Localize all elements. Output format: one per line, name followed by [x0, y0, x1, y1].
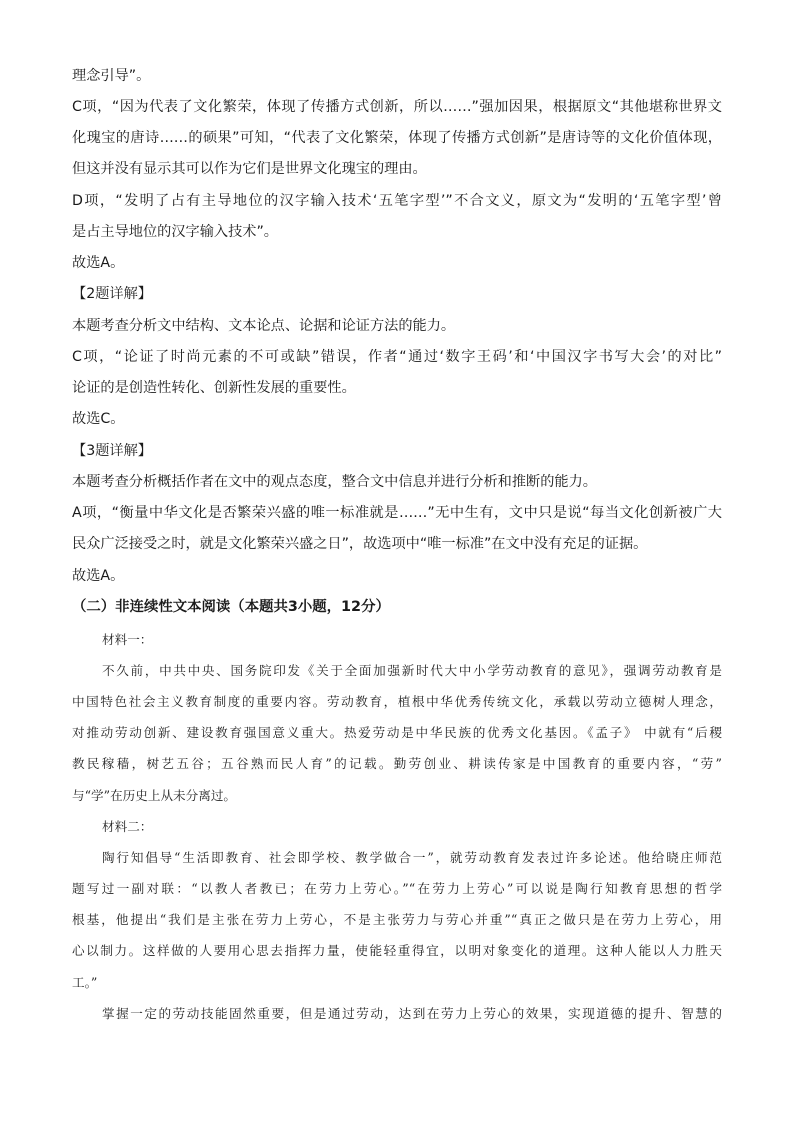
text-line: 本题考查分析文中结构、文本论点、论据和论证方法的能力。: [72, 318, 456, 334]
text-line: 对推动劳动创新、建设教育强国意义重大。热爱劳动是中华民族的优秀文化基因。《孟子》 中就有“后稷: [72, 725, 722, 740]
material-label: 材料一：: [102, 632, 153, 647]
section-heading: 【2题详解】: [72, 286, 152, 302]
text-line: 教民稼穑，树艺五谷；五谷熟而民人育”的记载。勤劳创业、耕读传家是中国教育的重要内容，“劳”: [72, 756, 722, 771]
text-line: 不久前，中共中央、国务院印发《关于全面加强新时代大中小学劳动教育的意见》，强调劳动教育是: [102, 663, 722, 678]
text-line: 中国特色社会主义教育制度的重要内容。劳动教育，植根中华优秀传统文化，承载以劳动立德树人理念，: [72, 694, 722, 709]
text-line: 是占主导地位的汉字输入技术”。: [72, 224, 278, 240]
text-line: 故选A。: [72, 568, 125, 584]
text-line: 理念引导”。: [72, 68, 151, 84]
text-line: 根基，他提出“我们是主张在劳力上劳心，不是主张劳力与劳心并重”“真正之做只是在劳力上劳心，用: [72, 912, 722, 927]
text-line: D项，“发明了占有主导地位的汉字输入技术‘五笔字型’”不合文义，原文为“发明的‘五笔字型’曾: [72, 193, 722, 209]
text-line: 本题考查分析概括作者在文中的观点态度，整合文中信息并进行分析和推断的能力。: [72, 474, 597, 490]
section-heading: 【3题详解】: [72, 443, 152, 459]
text-line: 论证的是创造性转化、创新性发展的重要性。: [72, 380, 356, 396]
text-line: 故选A。: [72, 255, 125, 271]
text-line: A项，“衡量中华文化是否繁荣兴盛的唯一标准就是……”无中生有，文中只是说“每当文化创新被广大: [72, 505, 722, 521]
text-line: 掌握一定的劳动技能固然重要，但是通过劳动，达到在劳力上劳心的效果，实现道德的提升、智慧的: [102, 1006, 722, 1021]
text-line: 工。”: [72, 975, 98, 990]
text-line: C项，“论证了时尚元素的不可或缺”错误，作者“通过‘数字王码’和‘中国汉字书写大会’的对比”: [72, 349, 722, 365]
part-heading: （二）非连续性文本阅读（本题共3小题，12分）: [72, 599, 390, 615]
text-line: C项，“因为代表了文化繁荣，体现了传播方式创新，所以……”强加因果，根据原文“其他堪称世界文: [72, 99, 722, 115]
text-line: 民众广泛接受之时，就是文化繁荣兴盛之日”，故选项中“唯一标准”在文中没有充足的证据。: [72, 536, 648, 552]
text-line: 心以制力。这样做的人要用心思去指挥力量，使能轻重得宜，以明对象变化的道理。这种人能以人力胜天: [72, 943, 722, 958]
material-label: 材料二：: [102, 819, 153, 834]
text-line: 陶行知倡导“生活即教育、社会即学校、教学做合一”，就劳动教育发表过许多论述。他给晓庄师范: [102, 850, 722, 865]
text-line: 但这并没有显示其可以作为它们是世界文化瑰宝的理由。: [72, 161, 427, 177]
text-line: 化瑰宝的唐诗……的硕果”可知，“代表了文化繁荣，体现了传播方式创新”是唐诗等的文化价值体现，: [72, 130, 722, 146]
text-line: 题写过一副对联：“以教人者教已；在劳力上劳心。”“在劳力上劳心”可以说是陶行知教育思想的哲学: [72, 881, 722, 896]
text-line: 与“学”在历史上从未分离过。: [72, 788, 237, 803]
text-line: 故选C。: [72, 411, 125, 427]
